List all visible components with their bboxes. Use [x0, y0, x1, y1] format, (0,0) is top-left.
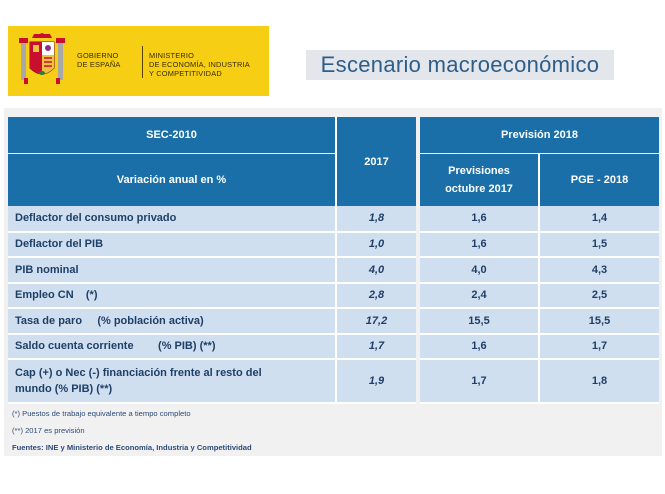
header-2017: 2017 [336, 117, 416, 206]
banner-divider [142, 46, 143, 78]
table-row [8, 283, 416, 309]
row-label: Deflactor del consumo privado [8, 206, 336, 232]
row-value-2017: 1,0 [336, 232, 416, 258]
table-row [420, 308, 659, 334]
table-left [8, 117, 416, 404]
header-previsiones-octubre [420, 153, 539, 206]
row-value-pge: 1,4 [539, 206, 659, 232]
gov-line-2: DE ESPAÑA [77, 60, 121, 69]
row-value-prev: 4,0 [420, 257, 539, 283]
header-pge-2018: PGE - 2018 [539, 153, 659, 206]
row-label: Empleo CN (*) [8, 283, 336, 309]
page-title: Escenario macroeconómico [306, 50, 614, 80]
row-label: PIB nominal [8, 257, 336, 283]
header-variacion: Variación anual en % [8, 153, 336, 206]
row-value-prev: 2,4 [420, 283, 539, 309]
government-banner [8, 26, 269, 96]
gov-line-1: GOBIERNO [77, 51, 119, 60]
coat-of-arms-icon [18, 32, 66, 90]
row-value-2017: 1,8 [336, 206, 416, 232]
row-value-2017: 2,8 [336, 283, 416, 309]
row-value-pge: 15,5 [539, 308, 659, 334]
table-row [8, 257, 416, 283]
footnote-2: (**) 2017 es previsión [12, 426, 85, 435]
table-right [420, 117, 659, 404]
row-label: Deflactor del PIB [8, 232, 336, 258]
table-row [420, 334, 659, 360]
source-note: Fuentes: INE y Ministerio de Economía, Industria y Competitividad [12, 443, 252, 452]
header-sec2010: SEC-2010 [8, 117, 336, 153]
row-value-pge: 1,7 [539, 334, 659, 360]
table-row [420, 283, 659, 309]
footnotes [12, 405, 612, 456]
row-value-prev: 1,6 [420, 334, 539, 360]
row-value-prev: 1,6 [420, 206, 539, 232]
row-value-pge: 1,8 [539, 359, 659, 403]
gov-text [77, 51, 121, 69]
ministry-line-2: DE ECONOMÍA, INDUSTRIA [149, 60, 250, 69]
ministry-line-3: Y COMPETITIVIDAD [149, 69, 222, 78]
row-value-2017: 4,0 [336, 257, 416, 283]
table-row [420, 359, 659, 403]
row-value-2017: 1,7 [336, 334, 416, 360]
table-row [8, 308, 416, 334]
row-value-prev: 1,7 [420, 359, 539, 403]
row-value-pge: 2,5 [539, 283, 659, 309]
row-value-pge: 4,3 [539, 257, 659, 283]
row-value-prev: 1,6 [420, 232, 539, 258]
table-row [420, 206, 659, 232]
row-value-pge: 1,5 [539, 232, 659, 258]
row-value-prev: 15,5 [420, 308, 539, 334]
table-row [420, 257, 659, 283]
table-row [8, 232, 416, 258]
row-label: Saldo cuenta corriente (% PIB) (**) [8, 334, 336, 360]
footnote-1: (*) Puestos de trabajo equivalente a tiempo completo [12, 409, 191, 418]
header-prevision-2018: Previsión 2018 [420, 117, 659, 153]
row-value-2017: 1,9 [336, 359, 416, 403]
ministry-text [149, 51, 250, 78]
table-row [8, 334, 416, 360]
row-value-2017: 17,2 [336, 308, 416, 334]
header-previsiones-line1: Previsiones [448, 164, 510, 177]
row-label: Tasa de paro (% población activa) [8, 308, 336, 334]
row-label: Cap (+) o Nec (-) financiación frente al resto del mundo (% PIB) (**) [8, 359, 336, 403]
table-row [8, 359, 416, 403]
ministry-line-1: MINISTERIO [149, 51, 195, 60]
table-row [8, 206, 416, 232]
table-row [420, 232, 659, 258]
header-previsiones-line2: octubre 2017 [445, 182, 513, 195]
